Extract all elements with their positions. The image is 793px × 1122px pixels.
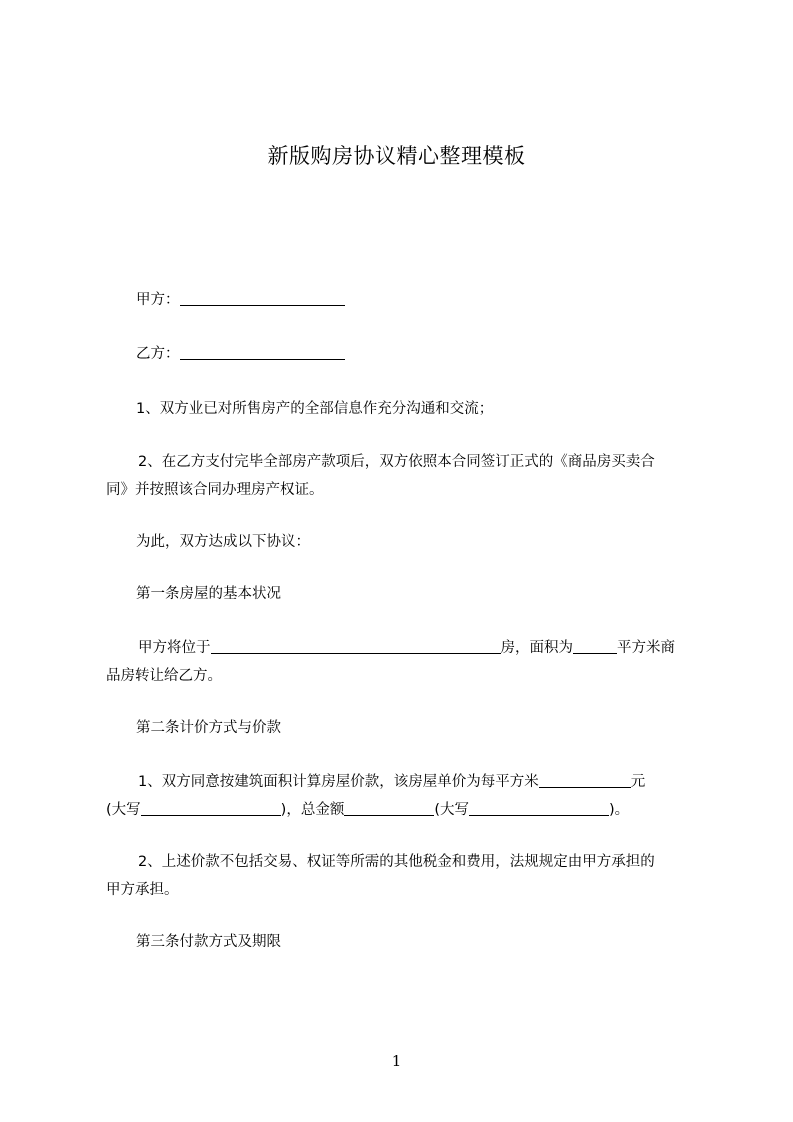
total-capital-close: )。	[609, 802, 630, 818]
total-amount-label: )，总金额	[280, 802, 345, 818]
article-1-body	[106, 634, 716, 690]
article-1-heading: 第一条房屋的基本状况	[136, 586, 281, 602]
unit-price-capital-label: (大写	[106, 802, 141, 818]
unit-price-blank[interactable]	[539, 771, 631, 788]
agreement-intro: 为此，双方达成以下协议：	[136, 534, 310, 550]
clause-1: 1、双方业已对所售房产的全部信息作充分沟通和交流；	[136, 401, 494, 417]
total-capital-blank[interactable]	[469, 799, 609, 816]
total-capital-label: (大写	[434, 802, 470, 818]
clause-2-line-2: 同》并按照该合同办理房产权证。	[106, 482, 324, 498]
clause-2-line-1: 2、在乙方支付完毕全部房产款项后，双方依照本合同签订正式的《商品房买卖合	[138, 454, 655, 470]
party-b-blank[interactable]	[180, 343, 345, 360]
party-b-label: 乙方：	[136, 346, 180, 362]
article-2-clause-2	[106, 848, 716, 904]
unit-price-label: 1、双方同意按建筑面积计算房屋价款，该房屋单价为每平方米	[138, 774, 539, 790]
article-1-unit-label: 平方米商	[617, 640, 675, 656]
property-location-blank[interactable]	[211, 637, 501, 654]
unit-price-capital-blank[interactable]	[141, 799, 281, 816]
yuan-label: 元	[630, 774, 646, 790]
article-1-line-2: 品房转让给乙方。	[106, 668, 222, 684]
clause-2	[106, 448, 716, 504]
party-b-line	[106, 340, 746, 368]
article-2-clause-1	[106, 768, 716, 824]
document-title: 新版购房协议精心整理模板	[267, 144, 526, 168]
article-2-heading: 第二条计价方式与价款	[136, 720, 281, 736]
party-a-line	[106, 286, 746, 314]
article-1-location-label: 甲方将位于	[138, 640, 211, 656]
party-a-blank[interactable]	[180, 289, 345, 306]
article-2-clause-2-line-1: 2、上述价款不包括交易、权证等所需的其他税金和费用，法规规定由甲方承担的	[138, 854, 655, 870]
page-number: 1	[391, 1052, 402, 1070]
property-area-blank[interactable]	[573, 637, 617, 654]
article-3-heading: 第三条付款方式及期限	[136, 934, 281, 950]
total-amount-blank[interactable]	[344, 799, 434, 816]
article-1-area-label: 房，面积为	[500, 640, 573, 656]
party-a-label: 甲方：	[136, 292, 180, 308]
article-2-clause-2-line-2: 甲方承担。	[106, 882, 179, 898]
